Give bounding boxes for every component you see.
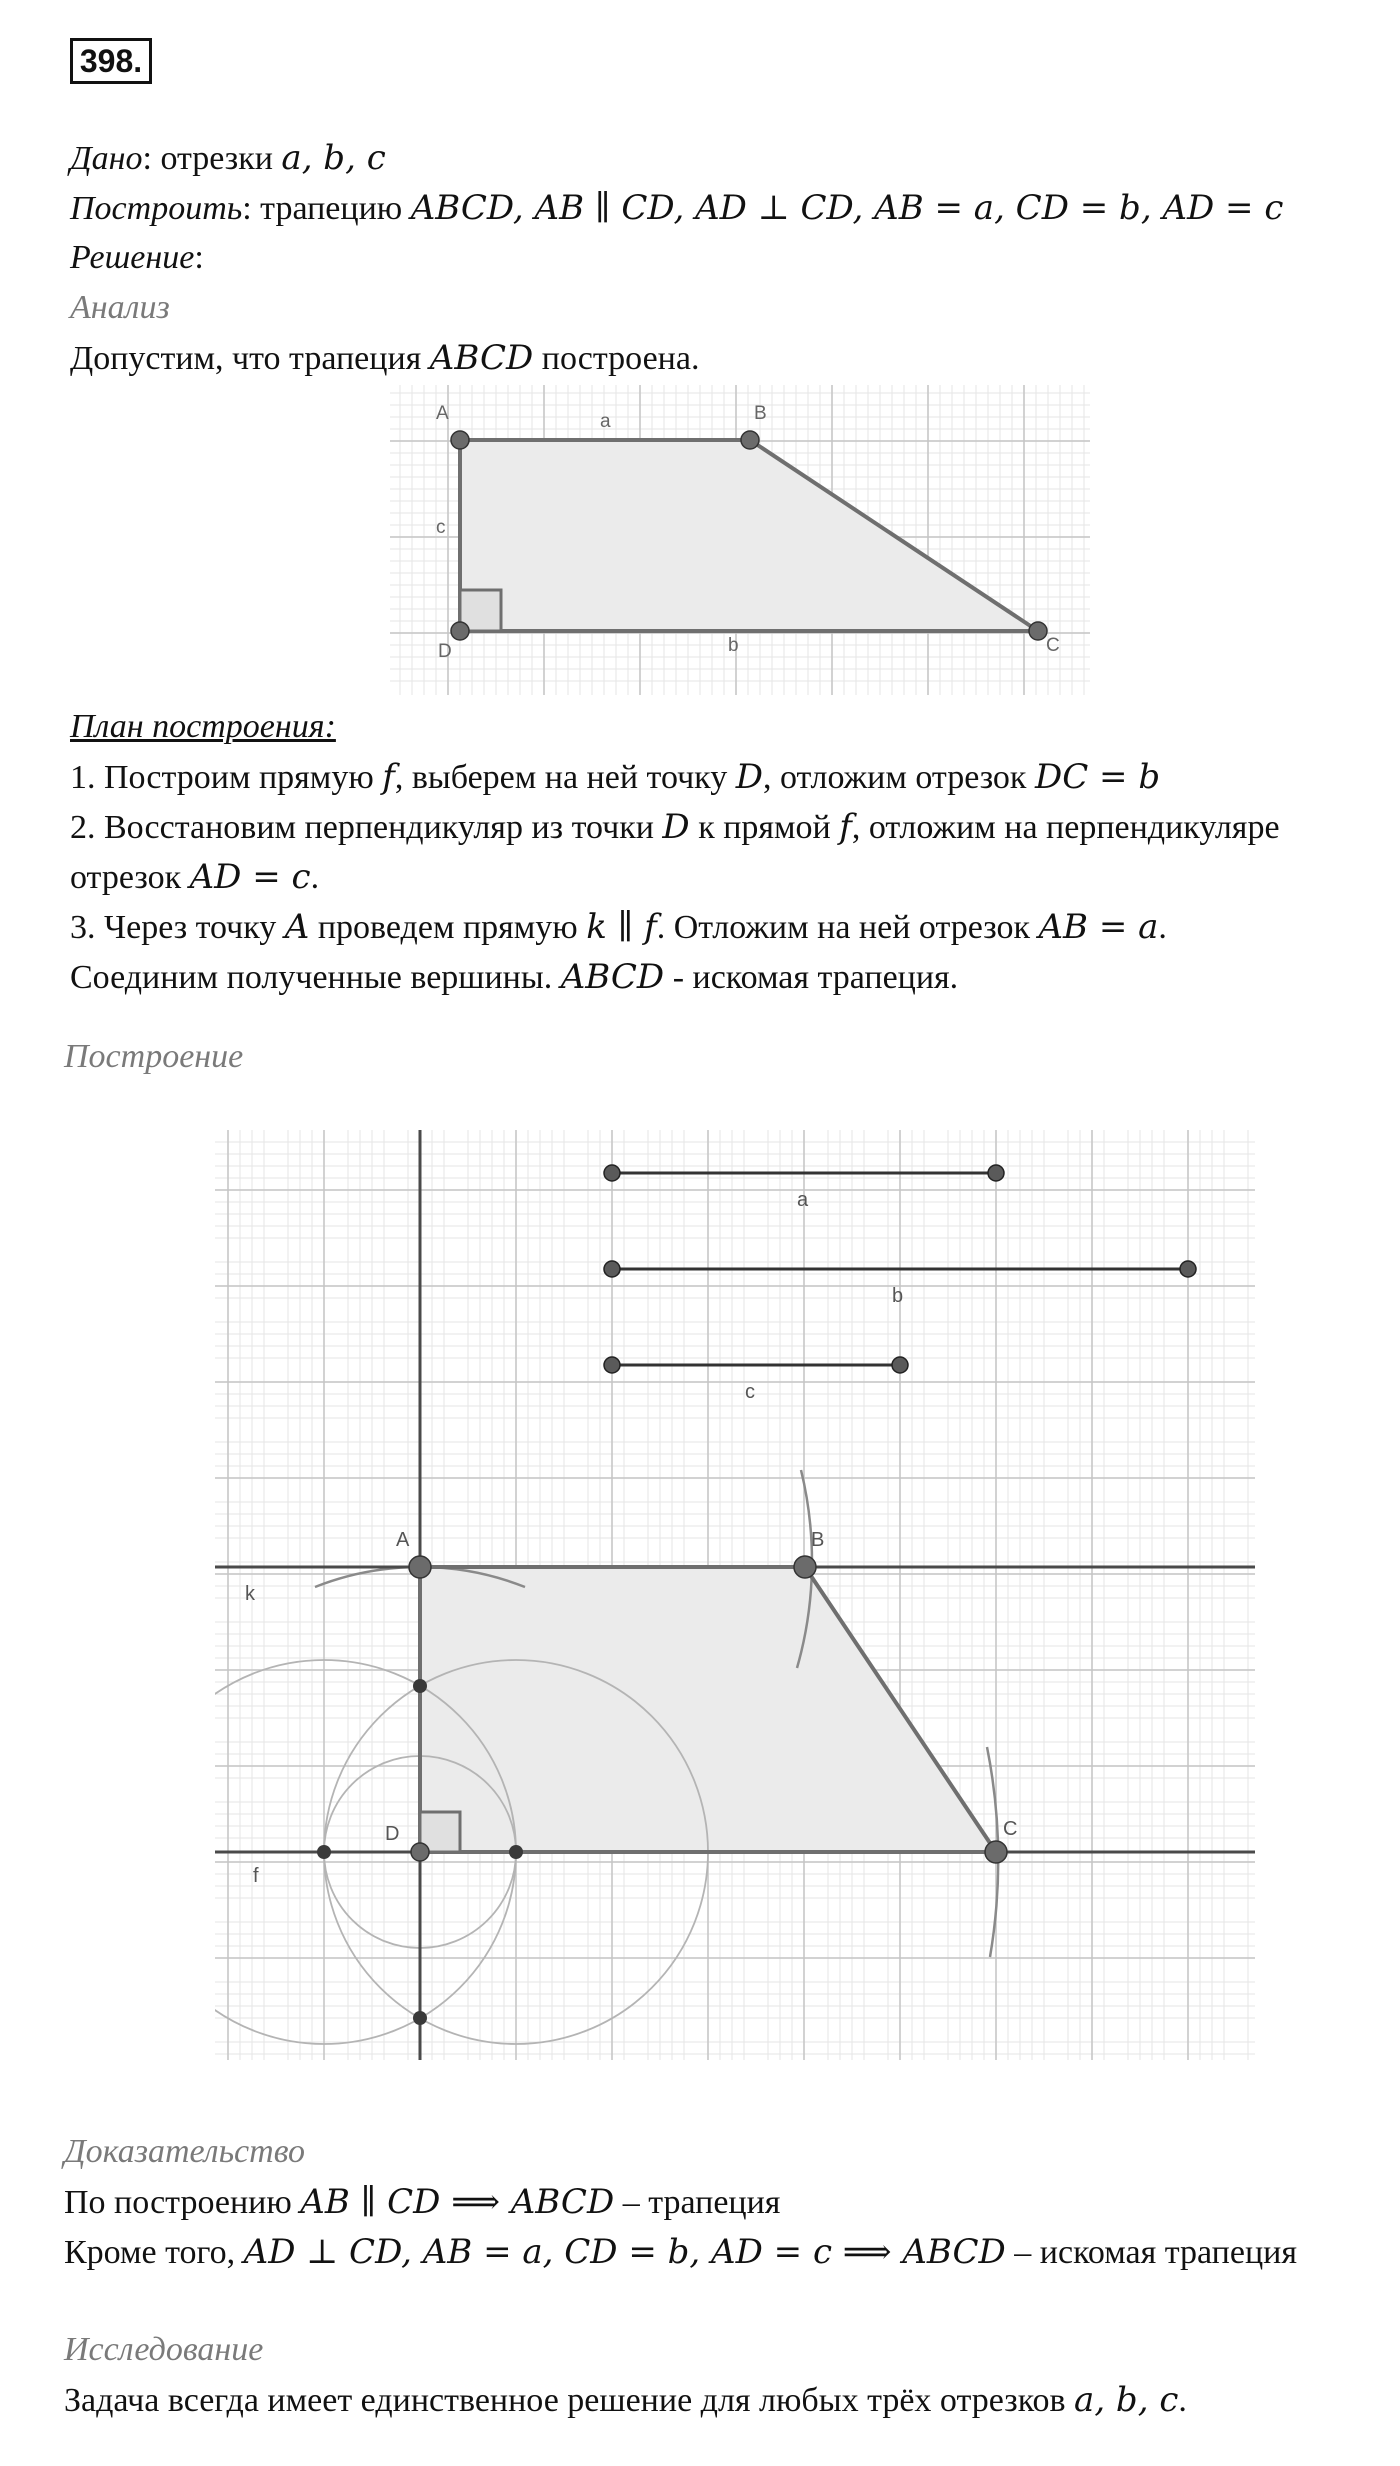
construction-heading: Построение — [64, 1038, 244, 1075]
step1-text3: , отложим отрезок — [762, 759, 1035, 796]
label-side-b: b — [728, 635, 739, 656]
step1-text1: 1. Построим прямую — [70, 759, 383, 796]
analysis-math: ABCD — [429, 338, 534, 378]
proof2-text2: – искомая трапеция — [1005, 2234, 1297, 2271]
label-b: B — [754, 403, 767, 424]
analysis-text1: Допустим, что трапеция — [70, 340, 430, 377]
point-b — [741, 431, 759, 449]
plan-step-2 — [70, 807, 1280, 848]
segment-c-end — [892, 1357, 908, 1373]
segment-b-end — [1180, 1261, 1196, 1277]
label-segment-c: c — [745, 1381, 755, 1403]
investigation-math: a, b, c — [1074, 2380, 1179, 2420]
proof1-text1: По построению — [64, 2184, 301, 2221]
construct-line — [70, 188, 1283, 229]
proof-line-1 — [64, 2182, 780, 2223]
step3-text4: . — [1158, 909, 1167, 946]
trapezoid-fill — [460, 440, 1038, 631]
proof1-text2: – трапеция — [614, 2184, 781, 2221]
label-d: D — [438, 641, 452, 662]
analysis-heading: Анализ — [70, 289, 170, 326]
label-segment-a: a — [797, 1189, 809, 1211]
step2b-text1: отрезок — [70, 859, 190, 896]
plan-step-1 — [70, 757, 1160, 798]
given-math: a, b, c — [281, 138, 386, 178]
intersect-left — [317, 1845, 331, 1859]
label-side-c: c — [436, 517, 446, 538]
step1-text2: , выберем на ней точку — [394, 759, 736, 796]
label-side-a: a — [600, 411, 611, 432]
plan-heading: План построения: — [70, 708, 336, 745]
analysis-text2: построена. — [533, 340, 700, 377]
solution-line — [70, 238, 204, 278]
intersect-top — [413, 1679, 427, 1693]
plan-step-3 — [70, 907, 1167, 948]
step1-math3: DC = b — [1034, 757, 1161, 797]
segment-c-start — [604, 1357, 620, 1373]
step3-text1: 3. Через точку — [70, 909, 285, 946]
step2-math1: D — [662, 807, 690, 847]
step2-text2: к прямой — [689, 809, 840, 846]
given-label: Дано — [70, 140, 143, 177]
given-text: : отрезки — [142, 140, 282, 177]
step1-math1: f — [382, 757, 395, 797]
step4-text1: Соединим полученные вершины. — [70, 959, 561, 996]
point-d — [451, 622, 469, 640]
step2-math2: f — [839, 807, 852, 847]
investigation-heading: Исследование — [64, 2331, 264, 2368]
step2-text3: , отложим на перпендикуляре — [851, 809, 1280, 846]
analysis-figure — [390, 385, 1090, 695]
step2b-math1: AD = c — [189, 857, 311, 897]
plan-step-4 — [70, 957, 958, 998]
proof-heading: Доказательство — [64, 2133, 306, 2170]
investigation-end: . — [1178, 2382, 1187, 2419]
step4-text2: - искомая трапеция. — [664, 959, 959, 996]
proof2-text1: Кроме того, — [64, 2234, 244, 2271]
label-line-f: f — [253, 1865, 259, 1887]
label-a: A — [396, 1529, 410, 1551]
plan-step-2-cont — [70, 857, 319, 898]
step3-math3: AB = a — [1038, 907, 1159, 947]
proof1-math: AB ∥ CD ⟹ ABCD — [300, 2182, 615, 2222]
step3-text3: . Отложим на ней отрезок — [656, 909, 1039, 946]
label-b: B — [811, 1529, 825, 1551]
construct-math: ABCD, AB ∥ CD, AD ⊥ CD, AB = a, CD = b, AD = c — [410, 188, 1284, 228]
step3-text2: проведем прямую — [309, 909, 587, 946]
solution-text: : — [194, 239, 204, 276]
step3-math2: k ∥ f — [586, 907, 657, 947]
step4-math1: ABCD — [560, 957, 665, 997]
segment-a-end — [988, 1165, 1004, 1181]
construct-text: : трапецию — [242, 190, 411, 227]
point-b — [794, 1556, 816, 1578]
point-c — [985, 1841, 1007, 1863]
label-c: C — [1046, 635, 1060, 656]
construction-figure — [215, 1130, 1255, 2060]
label-segment-b: b — [892, 1285, 904, 1307]
intersect-right — [509, 1845, 523, 1859]
point-a — [451, 431, 469, 449]
analysis-line — [70, 338, 699, 379]
segment-a-start — [604, 1165, 620, 1181]
investigation-line — [64, 2380, 1187, 2421]
problem-number: 398. — [70, 38, 152, 84]
label-d: D — [385, 1823, 400, 1845]
label-c: C — [1003, 1818, 1018, 1840]
solution-label: Решение — [70, 239, 195, 276]
point-c — [1029, 622, 1047, 640]
proof2-math: AD ⊥ CD, AB = a, CD = b, AD = c ⟹ ABCD — [243, 2232, 1006, 2272]
point-a — [409, 1556, 431, 1578]
intersect-bottom — [413, 2011, 427, 2025]
step2-text1: 2. Восстановим перпендикуляр из точки — [70, 809, 663, 846]
label-a: A — [436, 403, 449, 424]
investigation-text: Задача всегда имеет единственное решение для любых трёх отрезков — [64, 2382, 1075, 2419]
label-line-k: k — [245, 1583, 255, 1605]
point-d — [411, 1843, 429, 1861]
given-line — [70, 138, 386, 179]
proof-line-2 — [64, 2232, 1297, 2273]
construct-label: Построить — [70, 190, 243, 227]
segment-b-start — [604, 1261, 620, 1277]
step3-math1: A — [284, 907, 310, 947]
step1-math2: D — [735, 757, 763, 797]
step2b-text2: . — [310, 859, 320, 896]
